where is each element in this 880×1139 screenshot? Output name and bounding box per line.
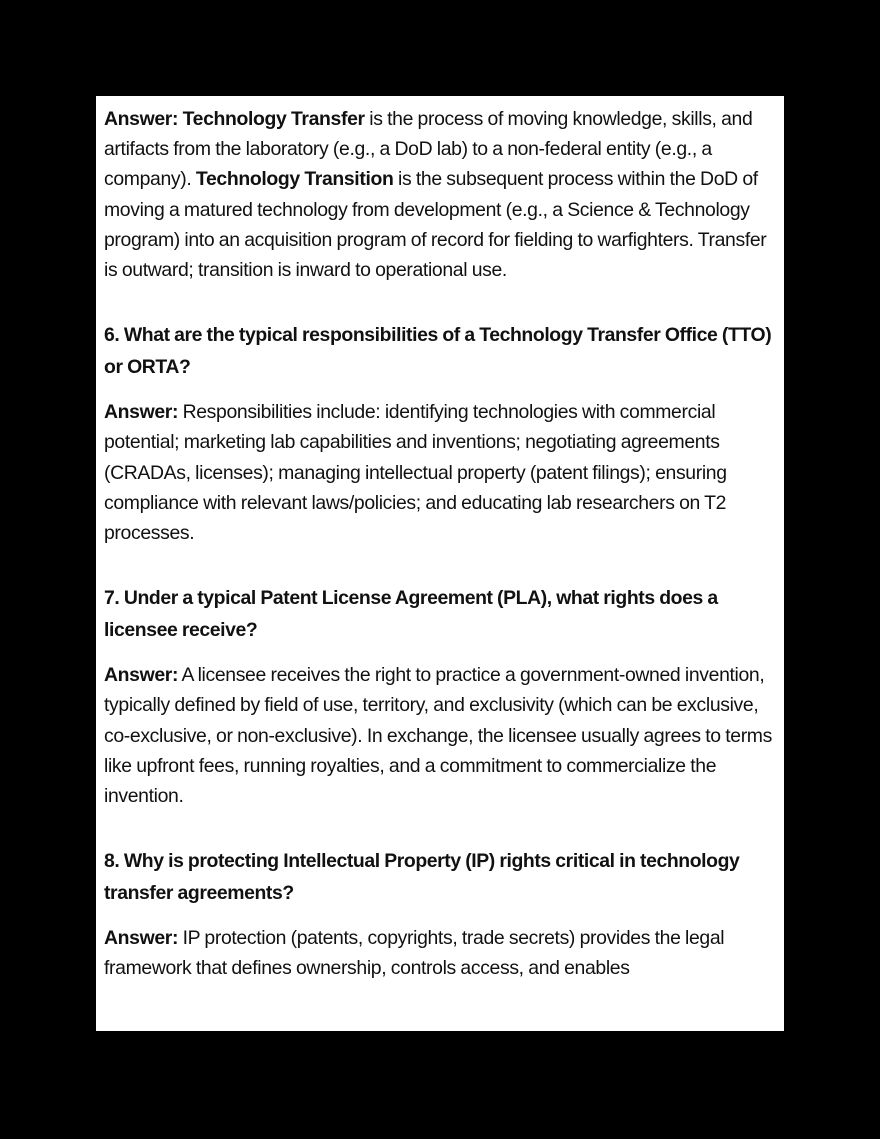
answer-label: Answer: [104,664,179,687]
answer-label: Answer: [104,401,179,424]
term-technology-transfer: Technology Transfer [178,108,365,130]
answer-text: Responsibilities include: identifying technologies with commercial potential; marketing lab capabilities and inventions; negotiating agreements (CRADAs, licenses); managing intellectual property (patent filings); ensuring compliance with relevant laws/policies; and educating lab researchers on T2 processes. [104,401,727,545]
answer-text: is the subsequent process within the DoD of moving a matured technology from development (e.g., a Science & Technology program) into an acquisition program of record for fielding to warfighters. Transfer is outward; transition is inward to operational use. [104,168,767,282]
answer-label: Answer: [104,927,179,950]
question-7: 7. Under a typical Patent License Agreement (PLA), what rights does a licensee receive? [104,587,718,642]
question-6: 6. What are the typical responsibilities of a Technology Transfer Office (TTO) or ORTA? [104,324,772,379]
answer-label: Answer: [104,108,179,130]
term-technology-transition: Technology Transition [195,168,394,191]
answer-5 [104,104,776,285]
document-page [96,96,784,1031]
answer-7 [104,660,776,811]
answer-text: IP protection (patents, copyrights, trade secrets) provides the legal framework that defines ownership, controls access, and enables [104,927,725,980]
answer-text: is the process of moving knowledge, skills, and artifacts from the laboratory (e.g., a DoD lab) to a non-federal entity (e.g., a company). [104,108,753,191]
question-8: 8. Why is protecting Intellectual Property (IP) rights critical in technology transfer agreements? [104,850,740,905]
answer-8 [104,923,776,983]
answer-text: A licensee receives the right to practice a government-owned invention, typically defined by field of use, territory, and exclusivity (which can be exclusive, co-exclusive, or non-exclusive). In exchange, the licensee usually agrees to terms like upfront fees, running royalties, and a commitment to commercialize the invention. [104,664,772,808]
answer-6 [104,397,776,548]
